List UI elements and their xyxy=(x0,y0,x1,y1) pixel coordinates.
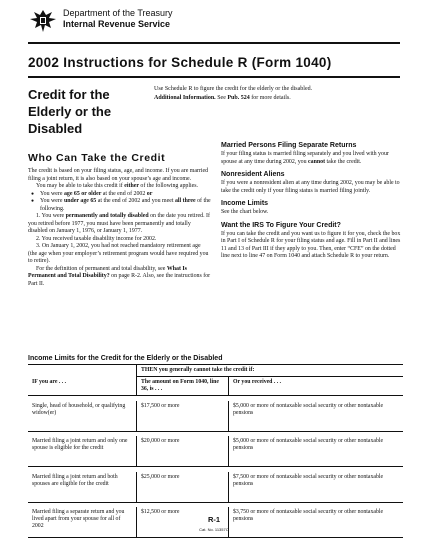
amount-cell: $12,500 or more xyxy=(137,507,229,538)
mfs-heading: Married Persons Filing Separate Returns xyxy=(221,142,357,149)
status-cell: Married filing a separate return and you lived apart from your spouse for all of 2002 xyxy=(28,507,137,538)
table-header-amount: The amount on Form 1040, line 36, is . . . xyxy=(137,377,229,396)
numbered-item-2: 2. You received taxable disability income for 2002. xyxy=(36,235,157,242)
received-cell: $3,750 or more of nontaxable social security or other nontaxable pensions xyxy=(229,507,404,538)
who-heading: Who Can Take the Credit xyxy=(28,152,166,164)
numbered-item-3: 3. On January 1, 2002, you had not reached mandatory retirement age (the age when your employer’s retirement program would have required you to retire). xyxy=(28,243,209,264)
who-paragraph-2: You may be able to take this credit if either of the following applies. xyxy=(36,183,199,189)
table-span-header: THEN you generally cannot take the credit if: xyxy=(137,365,404,377)
irs-figure-heading: Want the IRS To Figure Your Credit? xyxy=(221,221,341,229)
agency-name: Internal Revenue Service xyxy=(63,19,171,29)
intro-text: Use Schedule R to figure the credit for the elderly or the disabled. Additional Information. See Pub. 524 for more details. xyxy=(154,86,313,101)
received-cell: $5,000 or more of nontaxable social security or other nontaxable pensions xyxy=(229,401,404,432)
table-header-received: Or you received . . . xyxy=(229,377,404,396)
page-title: 2002 Instructions for Schedule R (Form 1040) xyxy=(28,55,332,70)
status-cell: Married filing a joint return and only one spouse is eligible for the credit xyxy=(28,436,137,467)
received-cell: $5,000 or more of nontaxable social security or other nontaxable pensions xyxy=(229,436,404,467)
table-row xyxy=(28,401,403,432)
who-can-take-section xyxy=(28,152,211,288)
amount-cell: $25,000 or more xyxy=(137,472,229,503)
table-title: Income Limits for the Credit for the Elderly or the Disabled xyxy=(28,355,223,362)
bullet-item-2: ● You were under age 65 at the end of 2002 and you meet all three of the following. xyxy=(28,198,211,213)
who-paragraph-1: The credit is based on your filing status, age, and income. If you are married filing a joint return, it is also based on your spouse’s age and income. xyxy=(28,168,209,182)
nra-heading: Nonresident Aliens xyxy=(221,171,285,178)
bullet-item-1: ● You were age 65 or older at the end of 2002 or xyxy=(28,191,211,199)
nra-text: If you were a nonresident alien at any time during 2002, you may be able to take the credit only if your filing status is married filing jointly. xyxy=(221,180,400,194)
income-limits-table xyxy=(28,364,403,538)
mfs-text: If your filing status is married filing separately and you lived with your spouse at any time during 2002, you cannot take the credit. xyxy=(221,151,389,165)
numbered-item-1: 1. You were permanently and totally disabled on the date you retired. If you retired before 1977, you must have been permanently and totally disabled on January 1, 1976, or January 1, 1977. xyxy=(28,213,210,234)
right-column xyxy=(221,142,403,261)
header-rule xyxy=(28,42,400,44)
received-cell: $7,500 or more of nontaxable social security or other nontaxable pensions xyxy=(229,472,404,503)
page-number: R-1 xyxy=(207,515,221,524)
table-row xyxy=(28,436,403,467)
income-limits-heading: Income Limits xyxy=(221,200,269,207)
section-title: Credit for the Elderly or the Disabled xyxy=(28,87,112,136)
table-row xyxy=(28,472,403,503)
department-name: Department of the Treasury xyxy=(63,8,173,18)
catalog-number: Cat. No. 11357O xyxy=(199,527,229,532)
status-cell: Single, head of household, or qualifying widow(er) xyxy=(28,401,137,432)
irs-figure-text: If you can take the credit and you want us to figure it for you, check the box in Part I of Schedule R for your filing status and age. Fill in Part II and lines 11 and 13 of Part III if they apply to you. Then, enter “CFE” on the dotted line next to line 47 on Form 1040 and attach Schedule R to your return. xyxy=(221,230,401,259)
status-cell: Married filing a joint return and both spouses are eligible for the credit xyxy=(28,472,137,503)
table-header-status: IF you are . . . xyxy=(28,377,137,396)
header xyxy=(28,8,173,34)
amount-cell: $20,000 or more xyxy=(137,436,229,467)
income-limits-text: See the chart below. xyxy=(221,209,269,215)
treasury-eagle-logo-icon xyxy=(28,8,58,34)
definition-note: For the definition of permanent and total disability, see What Is Permanent and Total Disability? on page R-2. Also, see the instructions for Part II. xyxy=(28,265,211,287)
title-rule xyxy=(28,76,400,78)
amount-cell: $17,500 or more xyxy=(137,401,229,432)
